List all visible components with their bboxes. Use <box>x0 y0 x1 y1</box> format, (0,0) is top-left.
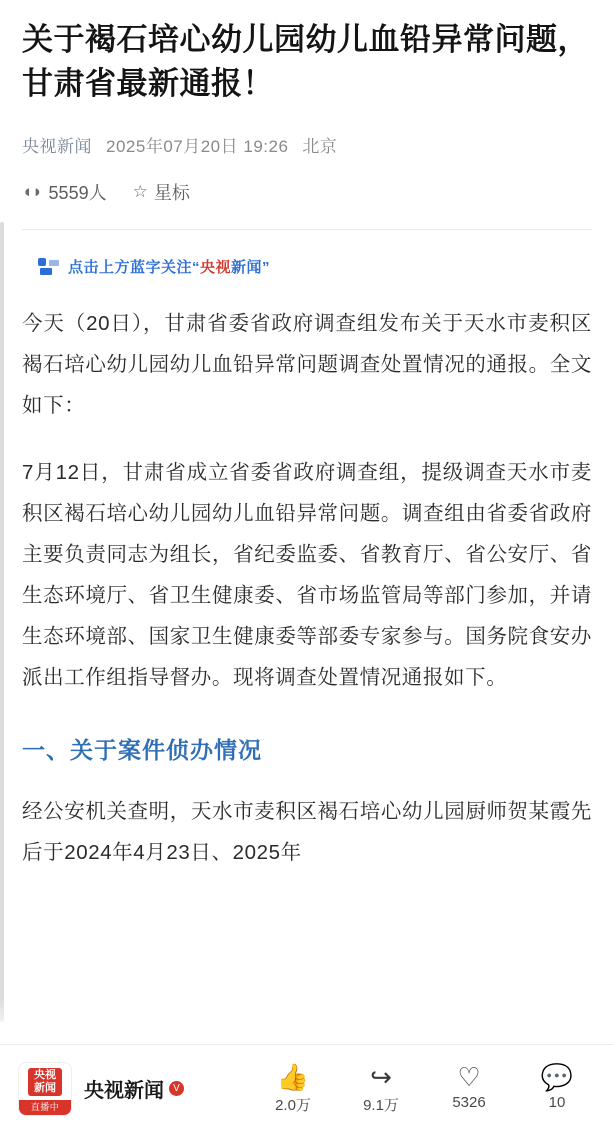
article-paragraph: 经公安机关查明，天水市麦积区褐石培心幼儿园厨师贺某霞先后于2024年4月23日、2025年 <box>22 800 592 864</box>
account-name-text: 央视新闻 <box>84 1080 164 1102</box>
page-title: 关于褐石培心幼儿园幼儿血铅异常问题，甘肃省最新通报！ <box>22 22 589 101</box>
follow-promo-text: 点击上方蓝字关注“央视新闻” <box>68 259 271 276</box>
logo-blocks-icon <box>38 258 60 276</box>
favorite-count: 5326 <box>452 1094 486 1111</box>
verified-icon: V <box>169 1081 184 1096</box>
listen-count: 5559人 <box>48 183 107 203</box>
content-fade <box>0 998 614 1044</box>
bottom-action-bar <box>0 1044 614 1132</box>
comment-count: 10 <box>548 1094 566 1111</box>
article-subbar <box>22 179 592 205</box>
share-icon: ↪ <box>370 1062 392 1092</box>
article-meta <box>22 132 592 157</box>
action-group <box>264 1062 596 1115</box>
star-label: 星标 <box>153 183 190 203</box>
article-source[interactable]: 央视新闻 <box>22 137 92 156</box>
article-paragraph: 7月12日，甘肃省成立省委省政府调查组，提级调查天水市麦积区褐石培心幼儿园幼儿血铅异常问题。调查组由省委省政府主要负责同志为组长，省纪委监委、省教育厅、省公安厅、省生态环境厅、省卫生健康委、省市场监管局等部门参加，并请生态环境部、国家卫生健康委等部委专家参与。国务院食安办派出工作组指导督办。现将调查处置情况通报如下。 <box>22 461 592 689</box>
avatar-logo-icon: 央视 新闻 <box>28 1068 62 1096</box>
headphone-icon: ◖◗ <box>22 182 43 201</box>
favorite-button[interactable] <box>440 1062 498 1111</box>
account-block[interactable] <box>18 1062 184 1116</box>
account-name[interactable] <box>84 1074 184 1103</box>
heart-icon: ♡ <box>457 1062 481 1092</box>
scrollbar[interactable] <box>0 0 4 1044</box>
article-location: 北京 <box>302 137 338 156</box>
star-icon: ☆ <box>132 182 148 201</box>
section-heading: 一、关于案件侦办情况 <box>22 737 262 763</box>
listen-button[interactable] <box>22 179 107 205</box>
thumb-up-icon: 👍 <box>276 1062 310 1092</box>
comment-icon: 💬 <box>540 1062 574 1092</box>
star-button[interactable] <box>133 179 190 205</box>
like-button[interactable] <box>264 1062 322 1115</box>
live-badge: 直播中 <box>19 1100 71 1115</box>
article-paragraph: 今天（20日），甘肃省委省政府调查组发布关于天水市麦积区褐石培心幼儿园幼儿血铅异常问题调查处置情况的通报。全文如下： <box>22 312 592 417</box>
article-datetime: 2025年07月20日 19:26 <box>106 137 289 156</box>
share-button[interactable] <box>352 1062 410 1115</box>
comment-button[interactable] <box>528 1062 586 1111</box>
scrollbar-thumb[interactable] <box>0 222 4 1022</box>
header-divider <box>22 229 592 230</box>
like-count: 2.0万 <box>275 1097 311 1114</box>
avatar[interactable] <box>18 1062 72 1116</box>
follow-promo[interactable] <box>22 256 592 277</box>
share-count: 9.1万 <box>363 1097 399 1114</box>
